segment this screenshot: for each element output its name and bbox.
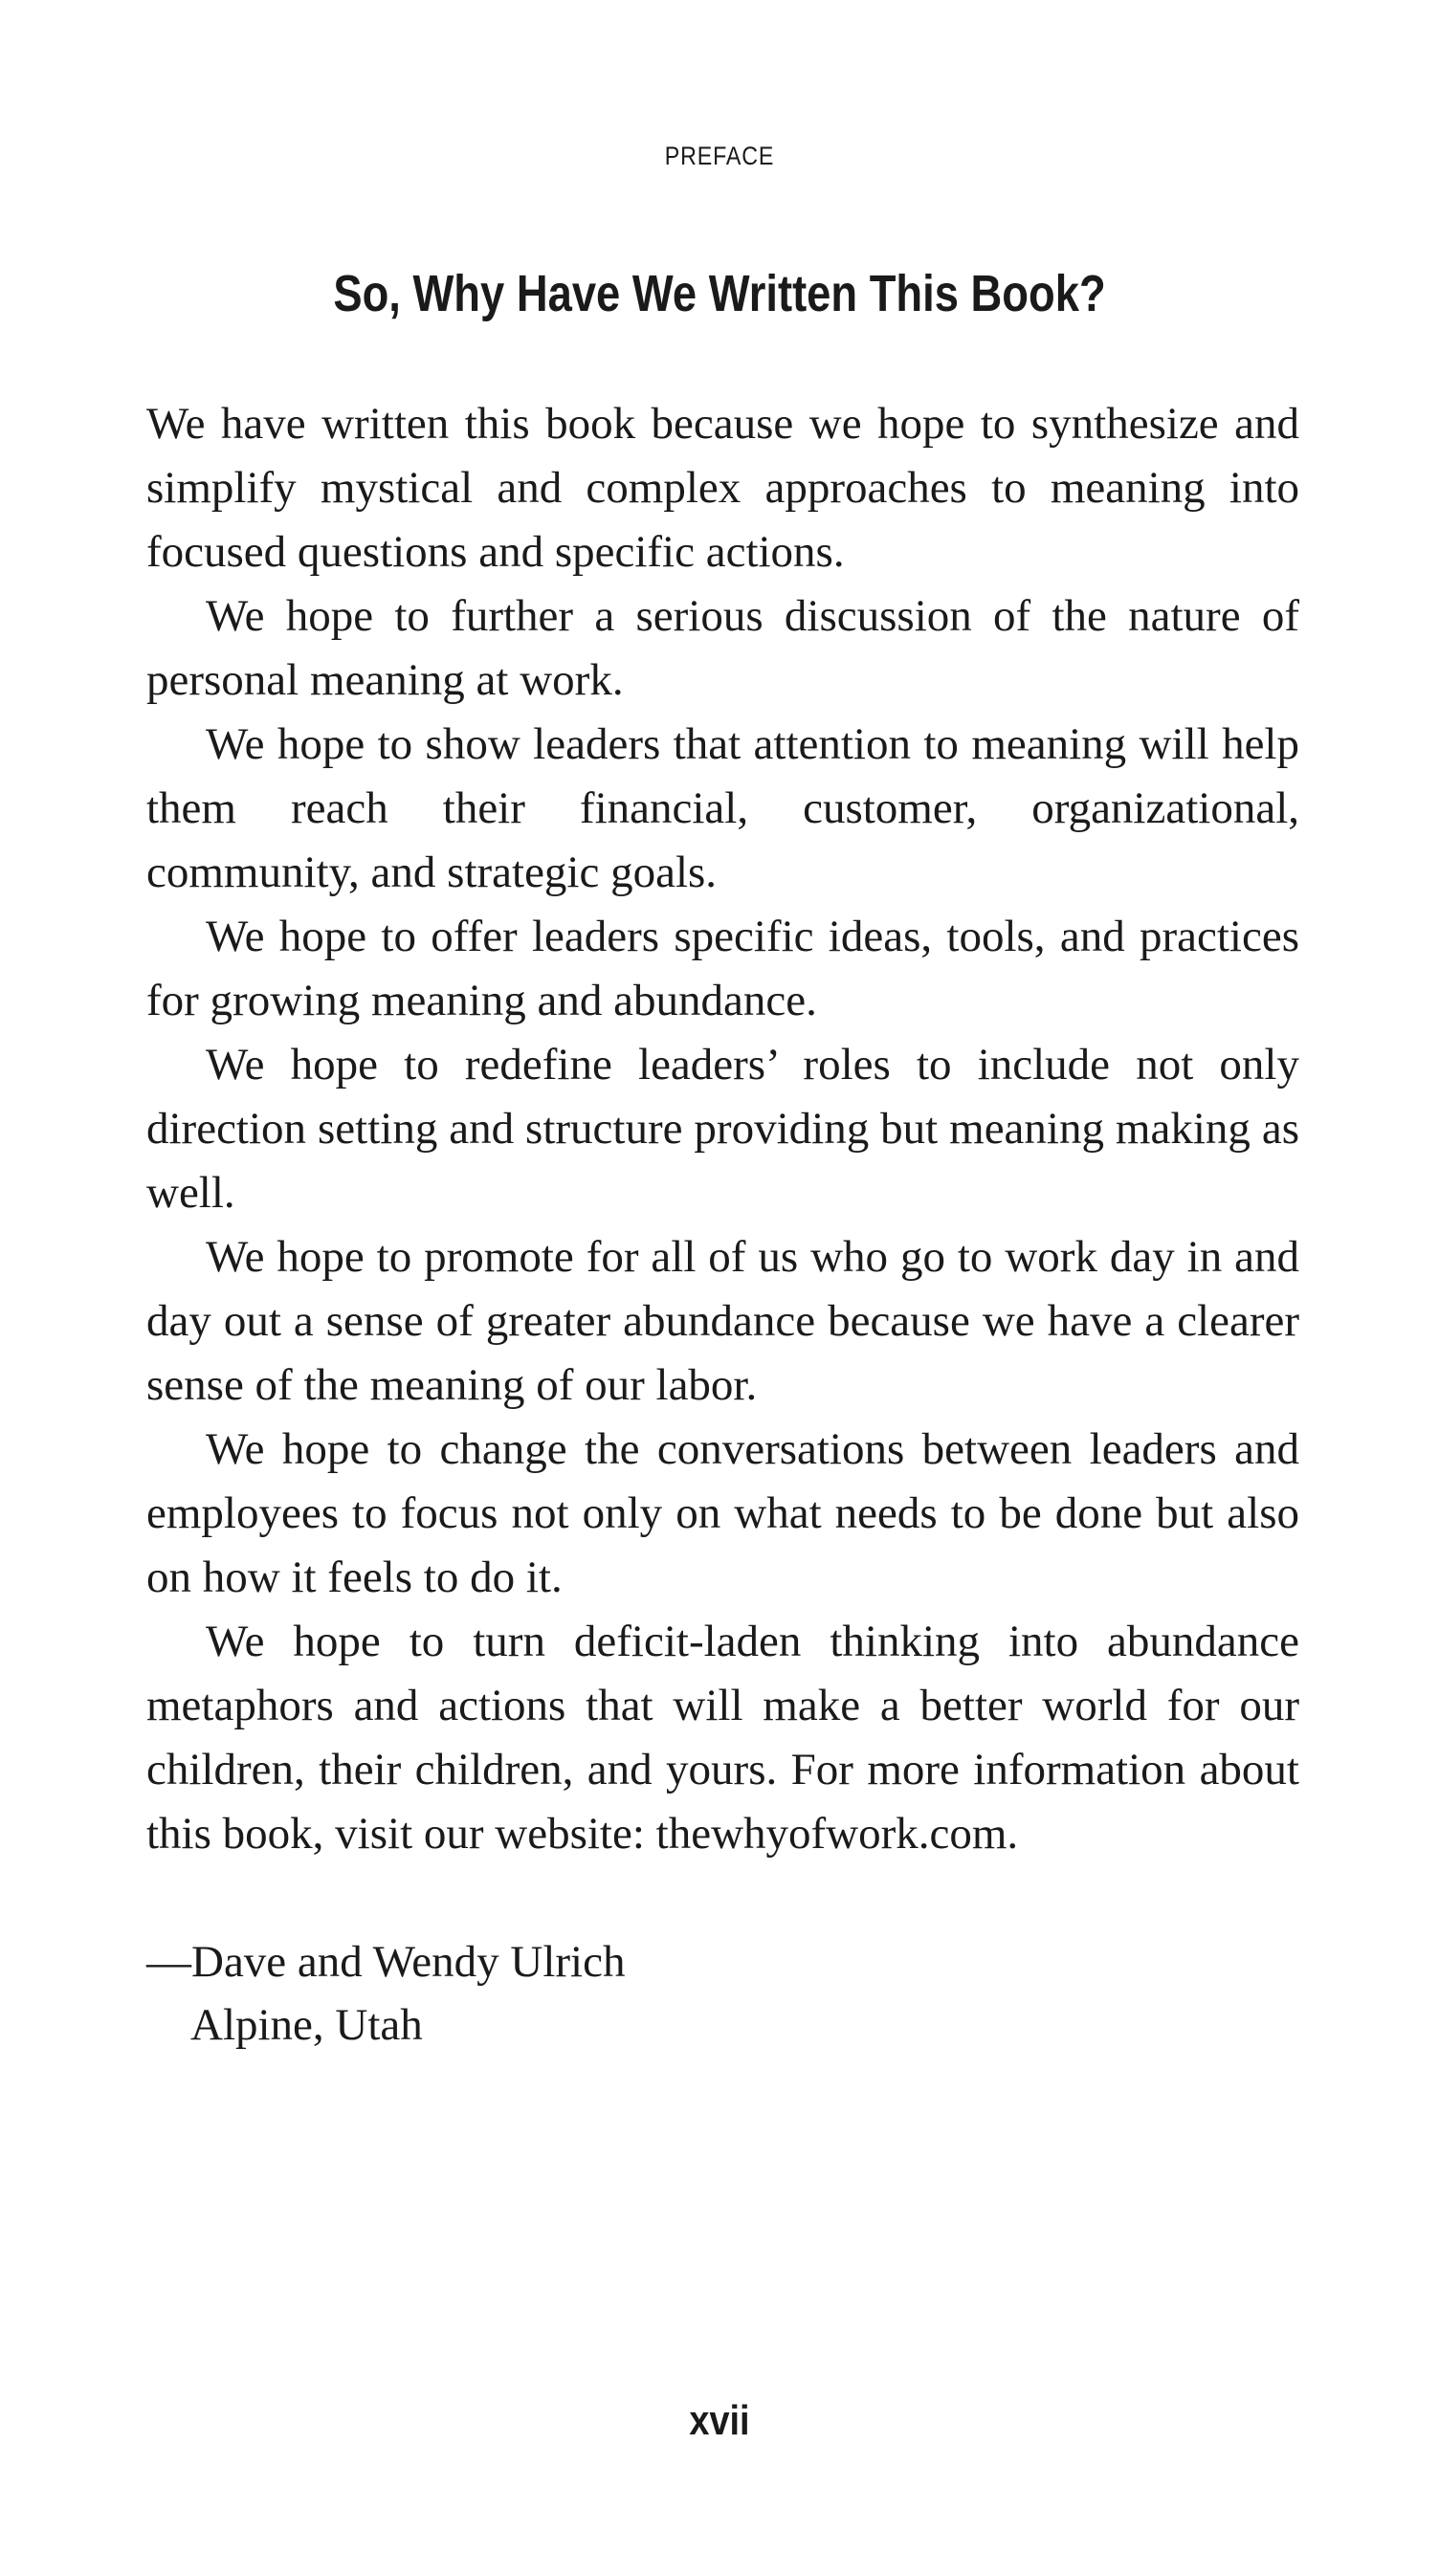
section-title: So, Why Have We Written This Book?	[333, 265, 1106, 322]
paragraph: We hope to show leaders that attention to meaning will help them reach their financial, customer, organizational, community, and strategic goals.	[146, 719, 1299, 897]
paragraph: We hope to redefine leaders’ roles to include not only direction setting and structure providing but meaning making as well.	[146, 1040, 1299, 1218]
signature-authors: —Dave and Wendy Ulrich	[146, 1937, 626, 1987]
signature-location: Alpine, Utah	[190, 2000, 423, 2050]
paragraph: We hope to promote for all of us who go to work day in and day out a sense of greater abundance because we have a clearer sense of the meaning of our labor.	[146, 1232, 1299, 1410]
page-number: xvii	[689, 2397, 750, 2444]
paragraph: We hope to change the conversations between leaders and employees to focus not only on what needs to be done but also on how it feels to do it.	[146, 1424, 1299, 1602]
paragraph: We hope to offer leaders specific ideas, tools, and practices for growing meaning and abundance.	[146, 912, 1299, 1025]
paragraph: We hope to turn deficit-laden thinking into abundance metaphors and actions that will make a better world for our children, their children, and yours. For more information about this book, visit our website: thewhyofwork.com.	[146, 1617, 1299, 1859]
body-text	[146, 392, 1299, 1866]
paragraph: We hope to further a serious discussion of the nature of personal meaning at work.	[146, 591, 1299, 705]
paragraph: We have written this book because we hope to synthesize and simplify mystical and complex approaches to meaning into focused questions and specific actions.	[146, 399, 1299, 577]
signature-block	[146, 1930, 625, 2057]
running-head: PREFACE	[664, 142, 775, 170]
